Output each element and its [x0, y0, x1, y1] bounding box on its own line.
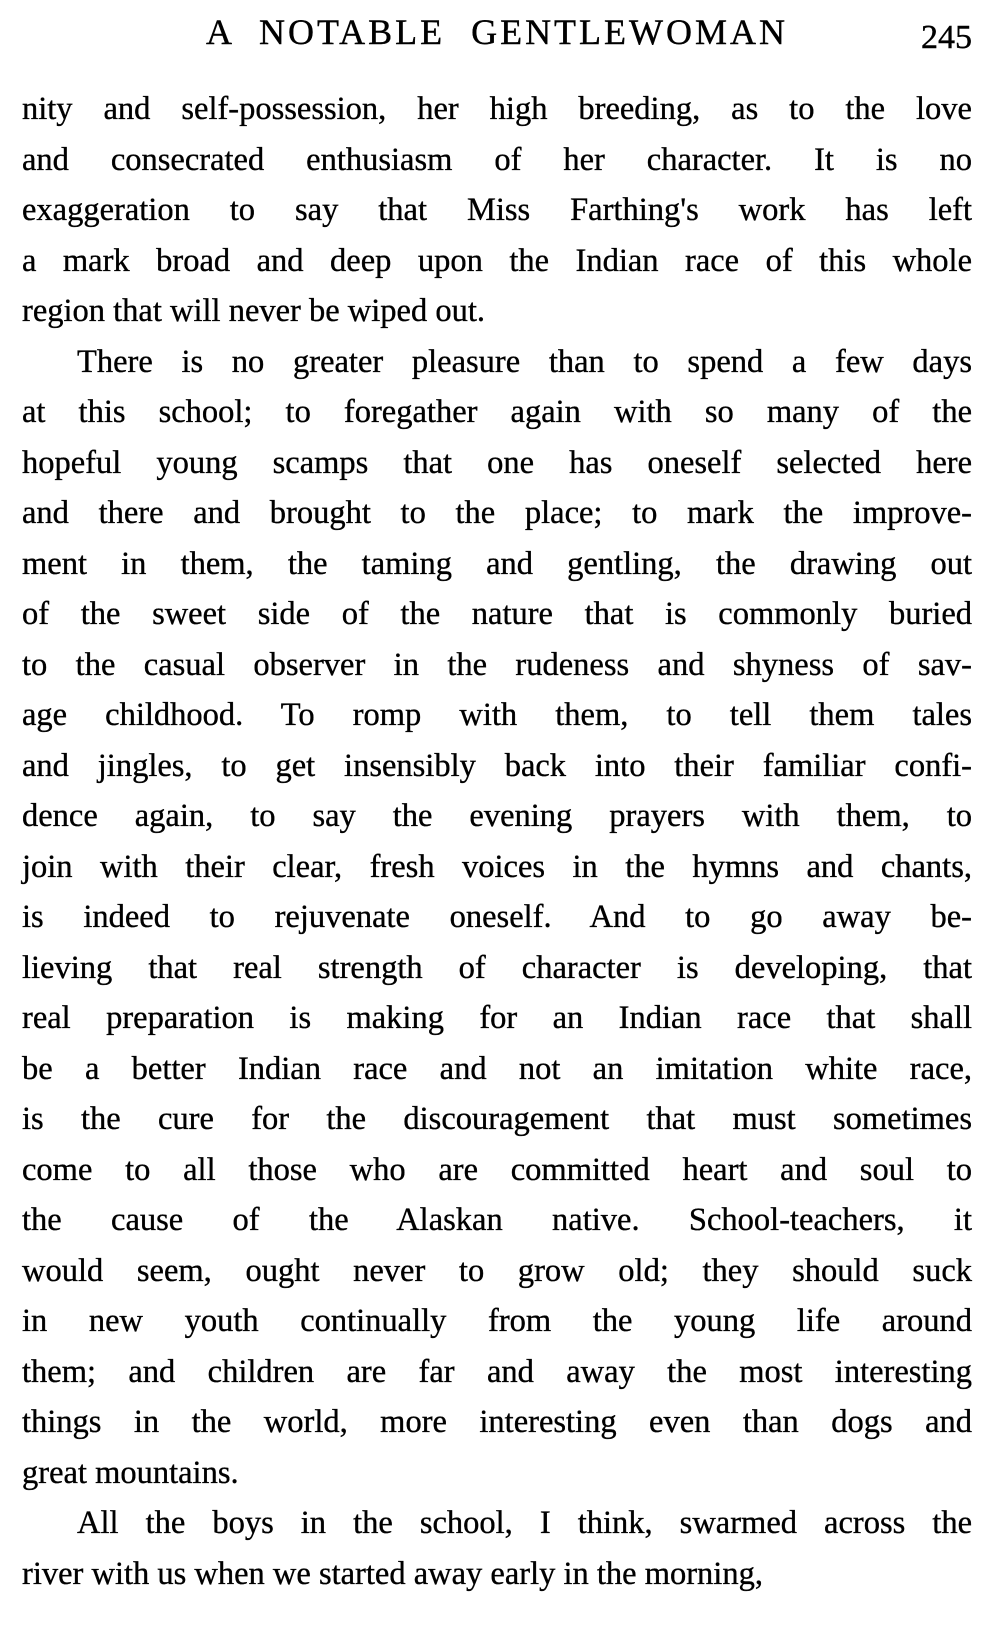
text-line: hopeful young scamps that one has oneself selected here [22, 444, 972, 481]
text-line: and there and brought to the place; to mark the improve- [22, 495, 972, 531]
text-line: be a better Indian race and not an imitation white race, [22, 1050, 972, 1087]
text-line: things in the world, more interesting even than dogs and [22, 1404, 972, 1440]
text-line: join with their clear, fresh voices in the hymns and chants, [22, 848, 972, 885]
text-line: at this school; to foregather again with so many of the [22, 394, 972, 430]
text-body [22, 84, 972, 1599]
text-line: of the sweet side of the nature that is commonly buried [22, 596, 972, 632]
text-line: river with us when we started away early in the morning, [22, 1555, 763, 1592]
text-line: to the casual observer in the rudeness and shyness of sav- [22, 646, 972, 683]
text-line: lieving that real strength of character is developing, that [22, 949, 972, 986]
text-line: real preparation is making for an Indian race that shall [22, 1000, 972, 1036]
running-title: A NOTABLE GENTLEWOMAN [205, 12, 789, 52]
text-line: ment in them, the taming and gentling, the drawing out [22, 545, 972, 582]
page-number: 245 [921, 19, 972, 56]
text-line: is the cure for the discouragement that must sometimes [22, 1101, 972, 1137]
text-line: is indeed to rejuvenate oneself. And to go away be- [22, 899, 972, 935]
text-line: great mountains. [22, 1454, 239, 1491]
text-line: There is no greater pleasure than to spend a few days [77, 343, 972, 380]
text-line: in new youth continually from the young life around [22, 1303, 972, 1339]
text-line: dence again, to say the evening prayers with them, to [22, 798, 972, 834]
text-line: the cause of the Alaskan native. School-teachers, it [22, 1202, 972, 1238]
text-line: age childhood. To romp with them, to tell them tales [22, 697, 972, 733]
page-header [22, 10, 972, 62]
text-line: would seem, ought never to grow old; they should suck [22, 1252, 972, 1289]
text-line: exaggeration to say that Miss Farthing's work has left [22, 192, 972, 228]
text-line: and jingles, to get insensibly back into their familiar confi- [22, 747, 972, 784]
text-line: nity and self-possession, her high breeding, as to the love [22, 91, 972, 127]
text-line: All the boys in the school, I think, swarmed across the [77, 1505, 972, 1541]
text-line: a mark broad and deep upon the Indian race of this whole [22, 242, 972, 279]
text-line: them; and children are far and away the most interesting [22, 1353, 972, 1390]
text-line: region that will never be wiped out. [22, 293, 485, 329]
text-line: come to all those who are committed heart and soul to [22, 1151, 972, 1188]
text-line: and consecrated enthusiasm of her character. It is no [22, 141, 972, 178]
